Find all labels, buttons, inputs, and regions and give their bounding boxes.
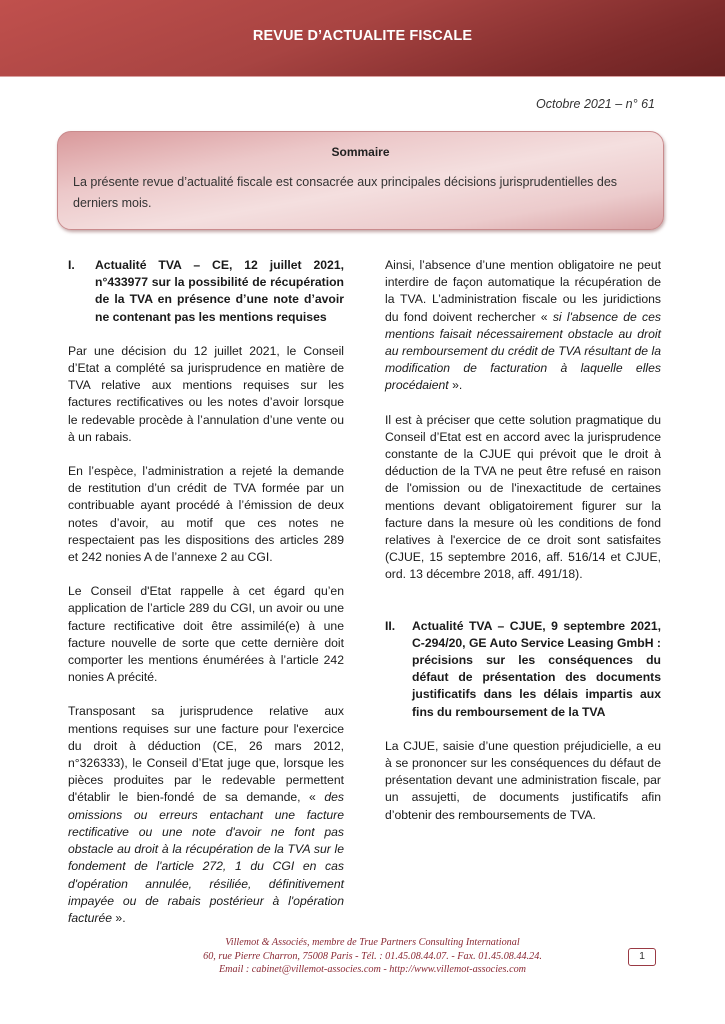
quote-text: des omissions ou erreurs entachant une facture rectificative ou une note d'avoir ne font pas obstacle au droit à la récupération de la TVA sur le fondement de l'article 272, 1 du CGI en cas d'opération annulée, résiliée, définitivement impayée ou de rabais postérieur à l'opération facturée [68,790,344,925]
left-column [68,257,344,944]
paragraph-lead: Transposant sa jurisprudence relative aux mentions requises sur une facture pour l'exercice du droit à déduction (CE, 26 mars 2012, n°326333), le Conseil d’Etat juge que, lorsque les pièces produites par le redevable permettent d'établir le bien-fondé de sa demande, « [68,704,344,805]
paragraph-with-quote [68,703,344,927]
page-title: REVUE D’ACTUALITE FISCALE [252,28,473,44]
summary-text: La présente revue d’actualité fiscale est consacrée aux principales décisions jurisprudentielles des derniers mois. [73,175,618,210]
paragraph-tail: ». [112,910,126,925]
header-banner [0,0,725,77]
paragraph-with-quote [385,257,661,395]
footer-firm: Villemot & Associés, membre de True Partners Consulting International [225,937,520,948]
paragraph-lead: Ainsi, l’absence d’une mention obligatoire ne peut interdire de façon automatique la récupération de la TVA. L’administration fiscale ou les juridictions du fond doivent rechercher « [385,258,661,324]
section-number: II. [385,618,396,633]
right-column [385,257,661,841]
paragraph: La CJUE, saisie d’une question préjudicielle, a eu à se prononcer sur les conséquences du défaut de présentation devant une administration fiscale, par un assujetti, de documents justificatifs afin d’obtenir des remboursements de TVA. [385,738,661,822]
section-heading-2 [385,618,661,721]
paragraph-tail: ». [448,378,463,393]
paragraph: En l’espèce, l’administration a rejeté la demande de restitution d’un crédit de TVA formée par un contribuable ayant procédé à l’émission de deux notes d’avoir, au motif que ces notes ne respectaient pas les dispositions des articles 289 et 242 nonies A de l’annexe 2 au CGI. [68,464,344,565]
summary-title: Sommaire [331,145,390,159]
paragraph: Le Conseil d'Etat rappelle à cet égard qu’en application de l’article 289 du CGI, un avoir ou une facture rectificative doit être assimilé(e) à une facture nouvelle de sorte que cette dernière doit comporter les mentions énumérées à l’article 242 nonies A précité. [68,584,344,685]
footer [150,936,595,977]
section-title: Actualité TVA – CE, 12 juillet 2021, n°433977 sur la possibilité de récupération de la TVA en présence d’une note d’avoir ne contenant pas les mentions requises [95,258,344,324]
issue-label: Octobre 2021 – n° 61 [536,97,655,111]
section-heading-1 [68,257,344,326]
page-number: 1 [628,948,656,966]
paragraph: Par une décision du 12 juillet 2021, le Conseil d’Etat a complété sa jurisprudence en matière de TVA relative aux mentions requises sur les factures rectificatives ou les notes d’avoir lorsque le redevable procède à l’annulation d’une vente ou à un rabais. [68,343,344,444]
spacer [385,601,661,618]
paragraph: Il est à préciser que cette solution pragmatique du Conseil d’Etat est en accord avec la jurisprudence constante de la CJUE qui prévoit que le droit à déduction de la TVA ne peut être refusé en raison de l'omission ou de l'inexactitude de certaines mentions devant obligatoirement figurer sur la facture dans la mesure où les conditions de fond relatives à l'exercice de ce droit sont satisfaites (CJUE, 15 septembre 2016, aff. 516/14 et CJUE, ord. 13 décembre 2018, aff. 491/18). [385,412,661,582]
footer-address: 60, rue Pierre Charron, 75008 Paris - Tél. : 01.45.08.44.07. - Fax. 01.45.08.44.24. [203,950,542,962]
summary-box [57,131,664,230]
section-title: Actualité TVA – CJUE, 9 septembre 2021, C-294/20, GE Auto Service Leasing GmbH : précisions sur les conséquences du défaut de présentation des documents justificatifs dans les délais impartis aux fins du remboursement de la TVA [412,618,661,719]
section-number: I. [68,258,75,272]
quote-text: si l'absence de ces mentions faisait nécessairement obstacle au droit au remboursement du crédit de TVA résultant de la modification de facturation à laquelle elles procédaient [385,309,661,393]
footer-contact: Email : cabinet@villemot-associes.com - http://www.villemot-associes.com [218,964,527,975]
